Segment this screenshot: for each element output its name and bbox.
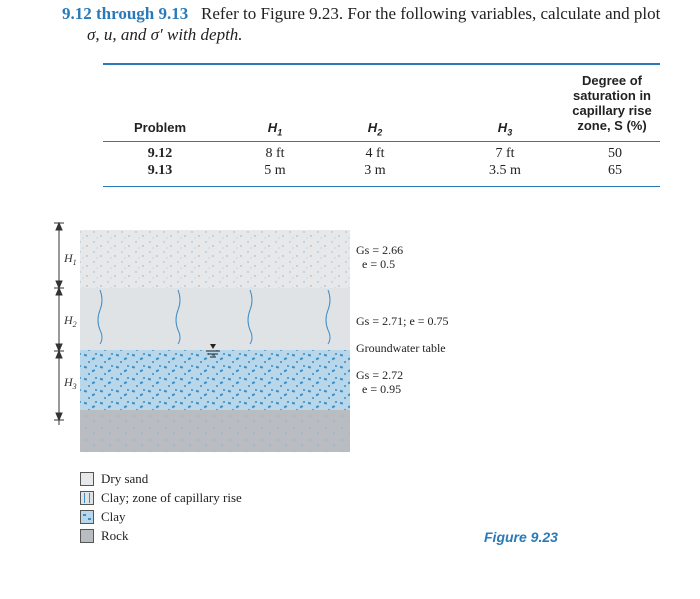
problem-number: 9.12 through 9.13 [62,4,189,23]
table-header-rule [103,141,660,142]
header-degree-line4: zone, S (%) [577,118,647,133]
clay-swatch [80,510,94,524]
figure-caption: Figure 9.23 [484,529,558,545]
problem-statement [62,3,692,24]
header-degree-line3: capillary rise [572,103,652,118]
table-top-rule [103,63,660,65]
label-h1: $H_1$ [64,251,77,267]
table-cell: 4 ft [365,146,385,161]
dry-sand-swatch [80,472,94,486]
table-cell: 8 ft [265,146,285,161]
table-cell: 50 [608,146,622,161]
table-cell: 3 m [364,163,386,178]
table-cell: 9.12 [147,146,173,161]
table-cell: 5 m [264,163,286,178]
rock-layer [80,410,350,452]
groundwater-table-label: Groundwater table [356,341,446,355]
soil-profile-figure [50,220,360,455]
legend-dry-sand: Dry sand [101,471,149,486]
header-degree-saturation [562,73,662,133]
dimension-lines [54,223,64,425]
table-cell: 3.5 m [489,163,521,178]
table-bottom-rule [103,186,660,187]
legend-rock: Rock [101,528,129,543]
problem-text: Refer to Figure 9.23. For the following variables, calculate and plot [201,4,661,23]
clay-gs: Gs = 2.72 [356,368,404,382]
header-problem: Problem [133,120,186,135]
dry-sand-e: e = 0.5 [362,257,396,271]
dry-sand-gs: Gs = 2.66 [356,243,404,257]
capillary-zone-layer [80,288,350,350]
capillary-zone-props: Gs = 2.71; e = 0.75 [356,314,449,328]
legend-capillary: Clay; zone of capillary rise [101,490,242,505]
dry-sand-layer [80,230,350,288]
table-cell: 9.13 [147,163,173,178]
header-h2: $H_2$ [367,120,383,138]
table-cell: 65 [608,163,622,178]
problem-text-line2: σ, u, and σ′ with depth. [87,25,243,44]
header-degree-line1: Degree of [582,73,642,88]
label-h2: $H_2$ [64,313,77,329]
clay-e: e = 0.95 [362,382,402,396]
clay-layer [80,350,350,410]
label-h3: $H_3$ [64,375,77,391]
header-h1: $H_1$ [267,120,283,138]
header-h3: $H_3$ [497,120,513,138]
legend-clay: Clay [101,509,126,524]
table-cell: 7 ft [495,146,515,161]
header-degree-line2: saturation in [572,88,651,103]
capillary-swatch [80,491,94,505]
rock-swatch [80,529,94,543]
